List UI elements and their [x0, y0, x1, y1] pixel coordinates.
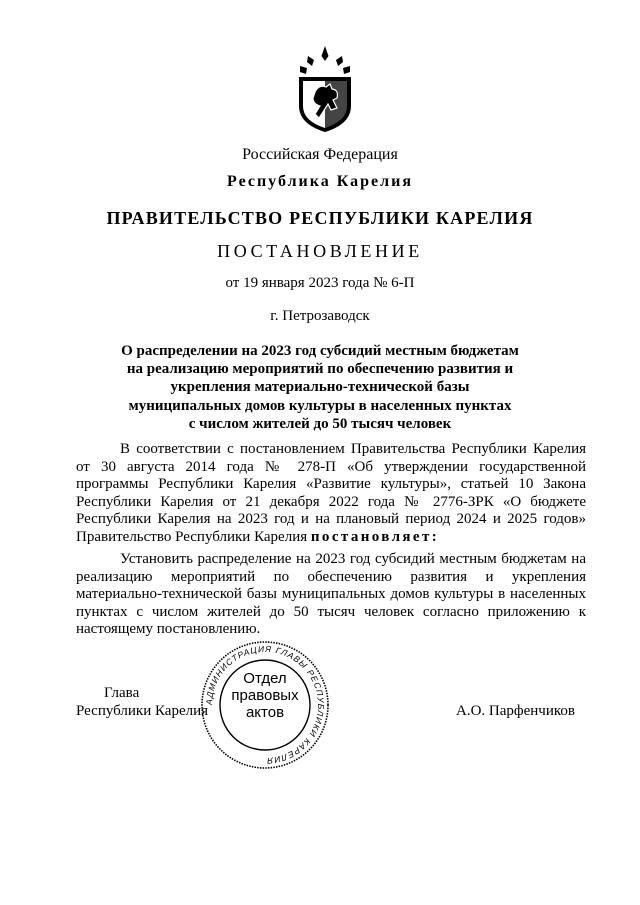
city: г. Петрозаводск	[270, 308, 370, 324]
paragraph-line: программы Республики Карелия «Развитие культуры», статьей 10 Закона	[76, 476, 586, 492]
document-type: ПОСТАНОВЛЕНИЕ	[217, 241, 423, 261]
paragraph-line	[76, 529, 586, 547]
signatory-title-line2: Республики Карелия	[76, 703, 209, 719]
stamp-line: актов	[245, 704, 285, 721]
republic-name: Республика Карелия	[227, 173, 413, 190]
paragraph-line: Республики Карелия на 2023 год и на плановый период 2024 и 2025 годов»	[76, 511, 586, 527]
paragraph-line: настоящему постановлению.	[76, 621, 261, 637]
title-line: О распределении на 2023 год субсидий местным бюджетам	[121, 343, 519, 359]
paragraph-line: материально-технической базы муниципальных домов культуры в населенных	[76, 586, 586, 602]
title-line: муниципальных домов культуры в населенных пунктах	[128, 397, 512, 414]
signatory-name: А.О. Парфенчиков	[456, 703, 575, 719]
karelia-coat-of-arms	[295, 44, 355, 134]
operative-paragraph	[76, 551, 586, 639]
date-and-number: от 19 января 2023 года № 6-П	[225, 275, 415, 291]
paragraph-line: реализацию мероприятий по обеспечению развития и укрепления	[76, 568, 586, 585]
stamp-line: Отдел	[243, 670, 287, 687]
preamble-paragraph	[76, 441, 586, 546]
decree-title	[90, 342, 550, 433]
title-line: укрепления материально-технической базы	[170, 379, 470, 396]
resolution-subject: Правительство Республики Карелия	[76, 528, 311, 545]
paragraph-line: от 30 августа 2014 года № 278-П «Об утверждении государственной	[76, 458, 586, 475]
stamp-line: правовых	[231, 687, 299, 704]
paragraph-line: Республики Карелия от 21 декабря 2022 года № 2776-ЗРК «О бюджете	[76, 493, 586, 510]
paragraph-line: В соответствии с постановлением Правительства Республики Карелия	[120, 441, 586, 457]
stamp-ring-text: АДМИНИСТРАЦИЯ ГЛАВЫ РЕСПУБЛИКИ КАРЕЛИЯ	[203, 643, 327, 767]
country-name: Российская Федерация	[242, 146, 398, 163]
resolves-word: постановляет	[310, 528, 432, 545]
title-line: с числом жителей до 50 тысяч человек	[188, 415, 452, 432]
government-title: ПРАВИТЕЛЬСТВО РЕСПУБЛИКИ КАРЕЛИЯ	[106, 208, 534, 228]
colon: :	[431, 528, 437, 545]
title-line: на реализацию мероприятий по обеспечению развития и	[126, 361, 514, 378]
paragraph-line: Установить распределение на 2023 год субсидий местным бюджетам на	[120, 551, 586, 567]
signatory-title-line1: Глава	[104, 685, 140, 701]
paragraph-line: пунктах с числом жителей до 50 тысяч человек согласно приложению к	[76, 603, 586, 620]
